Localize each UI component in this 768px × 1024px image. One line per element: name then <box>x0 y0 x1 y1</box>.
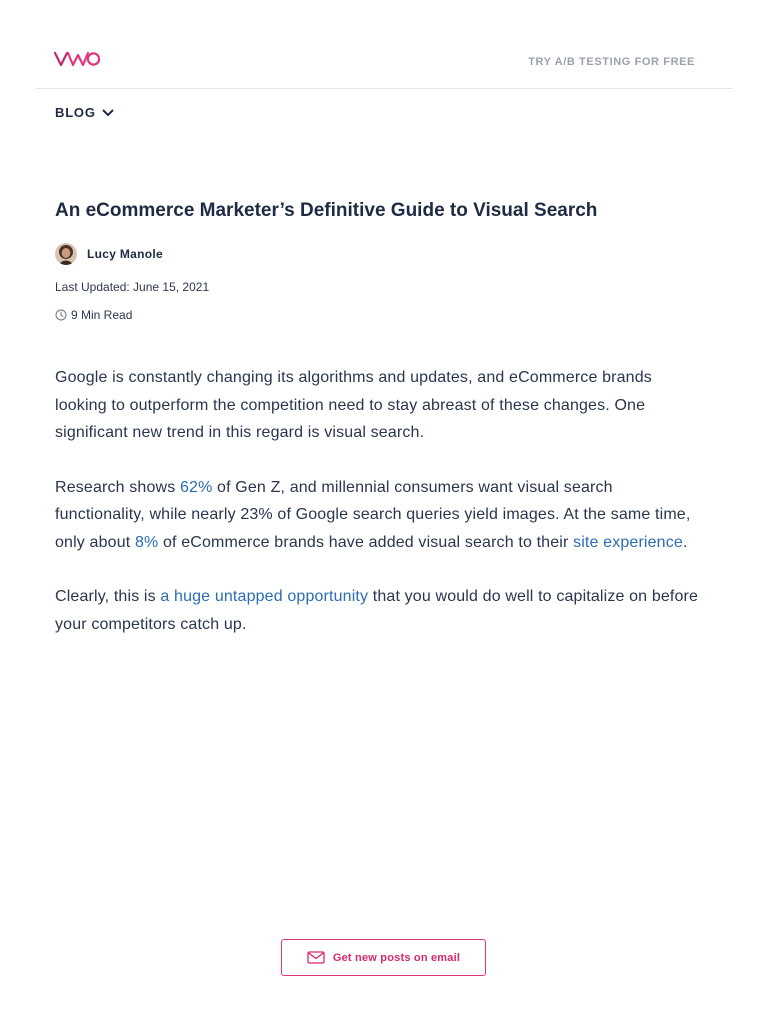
paragraph-2-text-c: of eCommerce brands have added visual search to their <box>158 533 574 551</box>
article-body <box>55 364 705 665</box>
read-time <box>55 308 132 322</box>
article-title: An eCommerce Marketer’s Definitive Guide to Visual Search <box>55 200 598 221</box>
paragraph-3-text-b: that you would do well to capitalize on before your competitors catch up. <box>55 588 699 633</box>
blog-nav-label: BLOG <box>55 105 96 120</box>
subscribe-email-button[interactable] <box>281 939 486 976</box>
paragraph-1: Google is constantly changing its algorithms and updates, and eCommerce brands looking to outperform the competition need to stay abreast of these changes. One significant new trend in this regard is visual search. <box>55 369 652 441</box>
untapped-opportunity-link[interactable]: a huge untapped opportunity <box>160 588 369 605</box>
author-block <box>55 243 163 265</box>
author-avatar-icon <box>55 243 77 265</box>
stat-62-percent-link[interactable]: 62% <box>179 478 213 496</box>
stat-8-percent-link[interactable]: 8% <box>134 533 159 551</box>
paragraph-2 <box>55 474 705 557</box>
paragraph-2-text-b: of Gen Z, and millennial consumers want visual search functionality, while nearly 23% of Google search queries yield images. At the same time, only about <box>55 478 691 551</box>
paragraph-3 <box>55 583 705 638</box>
paragraph-3-text-a: Clearly, this is <box>55 588 161 605</box>
mail-icon <box>307 951 325 964</box>
blog-nav-dropdown[interactable] <box>55 105 114 120</box>
paragraph-2-text-a: Research shows <box>55 478 180 496</box>
site-header <box>36 0 733 89</box>
vwo-logo[interactable] <box>54 50 100 73</box>
site-experience-link[interactable]: site experience <box>573 533 683 551</box>
clock-icon <box>55 309 67 321</box>
vwo-logo-icon <box>54 50 100 68</box>
paragraph-2-text-d: . <box>682 533 688 551</box>
subscribe-label: Get new posts on email <box>332 951 461 964</box>
chevron-down-icon <box>102 109 114 117</box>
try-ab-testing-link[interactable]: TRY A/B TESTING FOR FREE <box>528 56 695 68</box>
read-time-label: 9 Min Read <box>71 308 133 322</box>
last-updated: Last Updated: June 15, 2021 <box>55 280 210 294</box>
author-name[interactable]: Lucy Manole <box>87 247 163 261</box>
author-avatar[interactable] <box>55 243 77 265</box>
